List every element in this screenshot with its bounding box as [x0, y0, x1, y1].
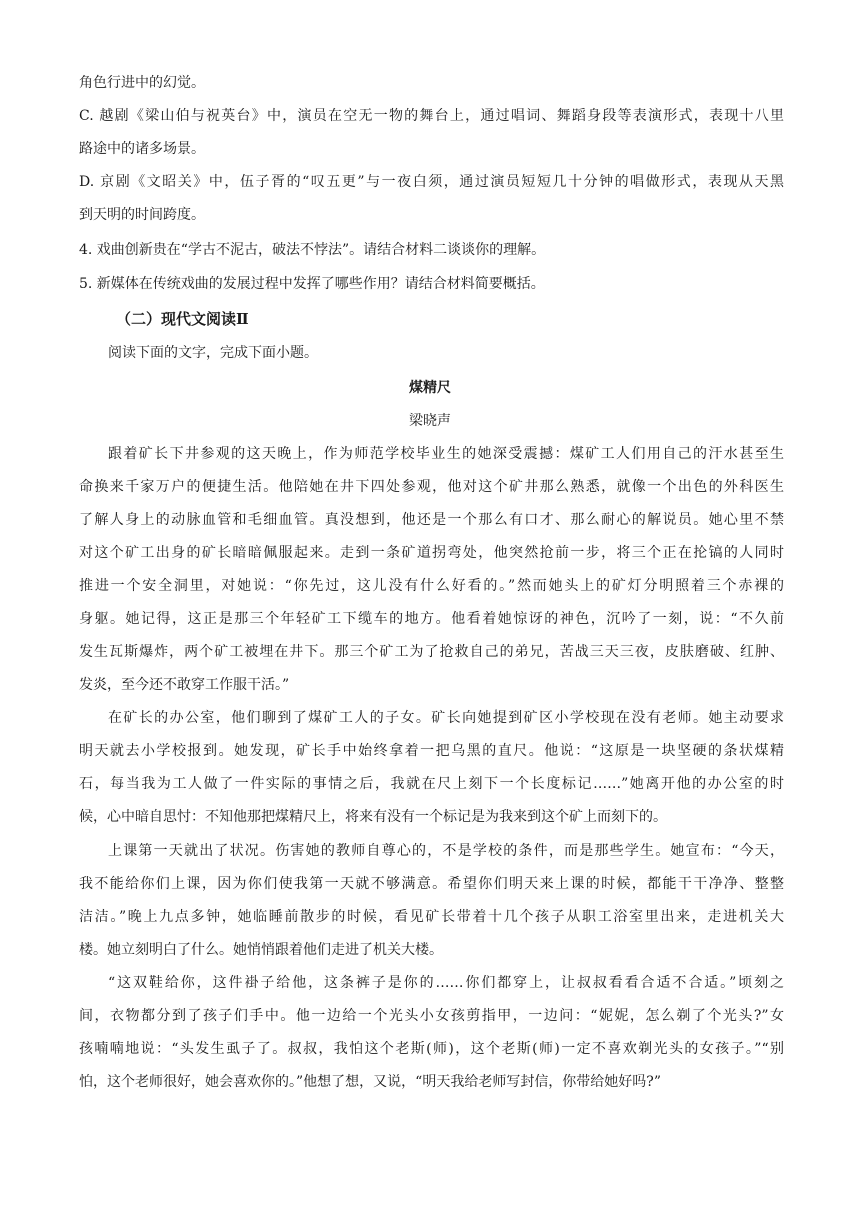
article-line: 楼。她立刻明白了什么。她悄悄跟着他们走进了机关大楼。	[79, 942, 443, 958]
article-line: 怕，这个老师很好，她会喜欢你的。”他想了想，又说，“明天我给老师写封信，你带给她好吗?”	[79, 1074, 661, 1090]
article-line: 命换来千家万户的便捷生活。他陪她在井下四处参观，他对这个矿井那么熟悉，就像一个出色的外科医生	[79, 479, 784, 495]
article-line: 石，每当我为工人做了一件实际的事情之后，我就在尺上刻下一个长度标记……”她离开他的办公室的时	[79, 776, 784, 792]
article-line: 洁洁。”晚上九点多钟，她临睡前散步的时候，看见矿长带着十几个孩子从职工浴室里出来，走进机关大	[79, 909, 784, 925]
article-line: 发炎，至今还不敢穿工作服干活。”	[79, 677, 290, 693]
option-c-line-1: C. 越剧《梁山伯与祝英台》中，演员在空无一物的舞台上，通过唱词、舞蹈身段等表演形式，表现十八里	[79, 108, 784, 124]
article-line: 对这个矿工出身的矿长暗暗佩服起来。走到一条矿道拐弯处，他突然抢前一步，将三个正在抡镐的人同时	[79, 545, 784, 561]
option-d-line-2: 到天明的时间跨度。	[79, 207, 205, 223]
question-3-tail: 角色行进中的幻觉。	[79, 75, 205, 91]
article-line: “这双鞋给你，这件褂子给他，这条裤子是你的……你们都穿上，让叔叔看看合适不合适。”顷刻之	[108, 975, 784, 991]
article-line: 发生瓦斯爆炸，两个矿工被埋在井下。那三个矿工为了抢救自己的弟兄，苦战三天三夜，皮肤磨破、红肿、	[79, 644, 784, 660]
option-d-line-1: D. 京剧《文昭关》中，伍子胥的“叹五更”与一夜白须，通过演员短短几十分钟的唱做形式，表现从天黑	[79, 174, 784, 190]
option-c-line-2: 路途中的诸多场景。	[79, 141, 205, 157]
article-line: 在矿长的办公室，他们聊到了煤矿工人的子女。矿长向她提到矿区小学校现在没有老师。她主动要求	[108, 710, 784, 726]
article-line: 孩喃喃地说：“头发生虱子了。叔叔，我怕这个老斯(师)，这个老斯(师)一定不喜欢剃光头的女孩子。”“别	[79, 1041, 784, 1057]
article-line: 候，心中暗自思忖：不知他那把煤精尺上，将来有没有一个标记是为我来到这个矿上而刻下的。	[79, 809, 667, 825]
article-line: 推进一个安全洞里，对她说：“你先过，这儿没有什么好看的。”然而她头上的矿灯分明照着三个赤裸的	[79, 578, 784, 594]
article-line: 上课第一天就出了状况。伤害她的教师自尊心的，不是学校的条件，而是那些学生。她宣布：“今天，	[108, 843, 784, 859]
question-4: 4. 戏曲创新贵在“学古不泥古，破法不悖法”。请结合材料二谈谈你的理解。	[79, 242, 546, 258]
question-5: 5. 新媒体在传统戏曲的发展过程中发挥了哪些作用？请结合材料简要概括。	[79, 276, 545, 292]
article-line: 间，衣物都分到了孩子们手中。他一边给一个光头小女孩剪指甲，一边问：“妮妮，怎么剃了个光头?”女	[79, 1008, 784, 1024]
article-line: 了解人身上的动脉血管和毛细血管。真没想到，他还是一个那么有口才、那么耐心的解说员。她心里不禁	[79, 512, 784, 528]
article-title: 煤精尺	[409, 380, 451, 396]
article-author: 梁晓声	[409, 413, 451, 429]
article-line: 我不能给你们上课，因为你们使我第一天就不够满意。希望你们明天来上课的时候，都能干干净净、整整	[79, 876, 784, 892]
article-line: 跟着矿长下井参观的这天晚上，作为师范学校毕业生的她深受震撼：煤矿工人们用自己的汗水甚至生	[108, 446, 784, 462]
section-instruction: 阅读下面的文字，完成下面小题。	[108, 345, 318, 361]
article-line: 明天就去小学校报到。她发现，矿长手中始终拿着一把乌黑的直尺。他说：“这原是一块坚硬的条状煤精	[79, 743, 784, 759]
section-heading: （二）现代文阅读Ⅱ	[116, 310, 249, 328]
article-line: 身躯。她记得，这正是那三个年轻矿工下缆车的地方。他看着她惊讶的神色，沉吟了一刻，说：“不久前	[79, 611, 784, 627]
